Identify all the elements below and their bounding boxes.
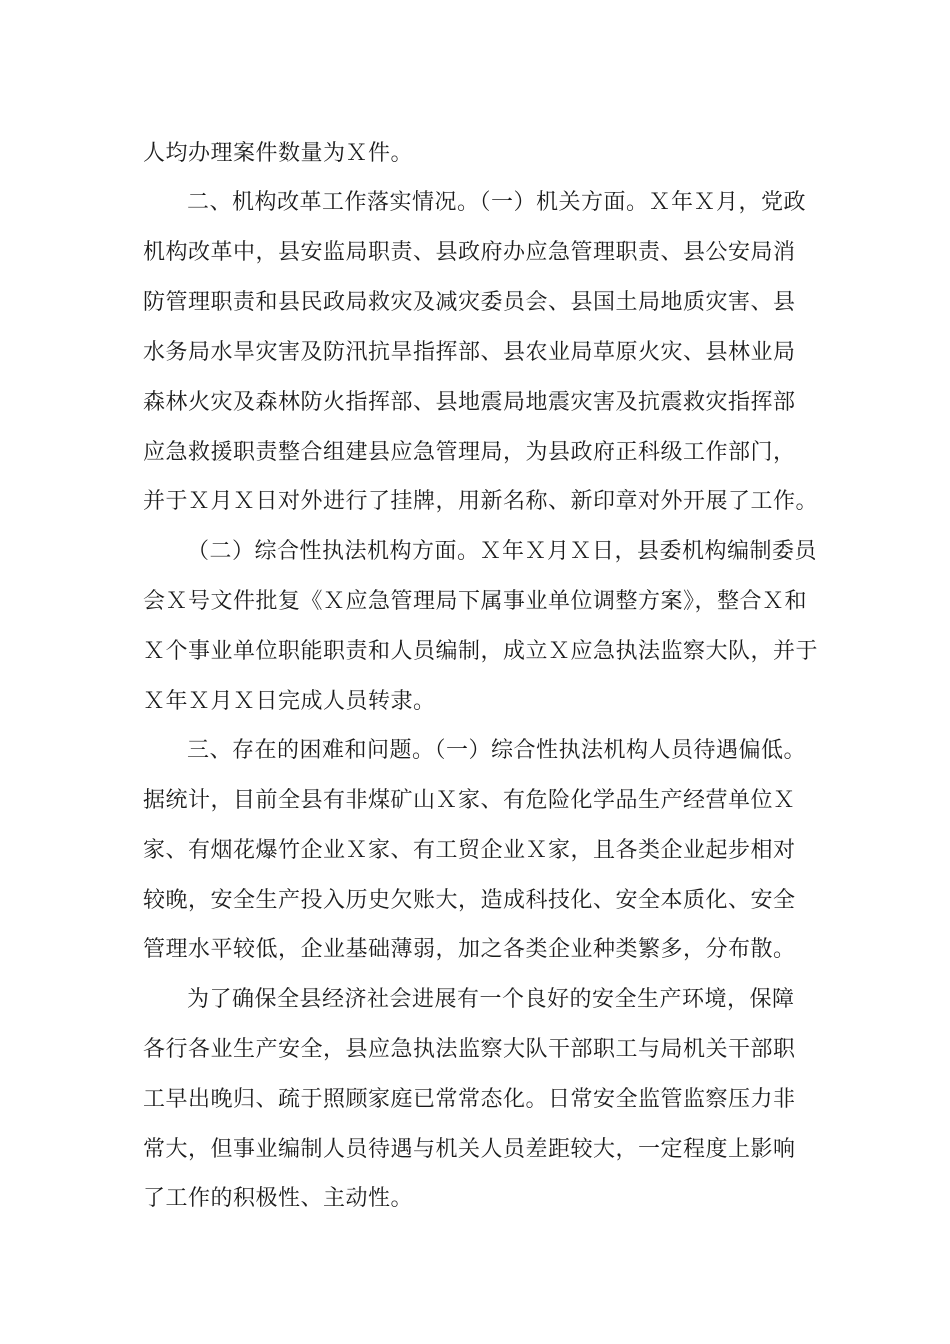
text-line: 为了确保全县经济社会进展有一个良好的安全生产环境，保障 bbox=[187, 987, 795, 1012]
text-line: Ｘ个事业单位职能职责和人员编制，成立Ｘ应急执法监察大队，并于 bbox=[143, 639, 819, 664]
text-line: 应急救援职责整合组建县应急管理局，为县政府正科级工作部门， bbox=[143, 440, 796, 465]
text-line: 机构改革中，县安监局职责、县政府办应急管理职责、县公安局消 bbox=[143, 240, 796, 265]
text-line: 人均办理案件数量为Ｘ件。 bbox=[143, 141, 414, 166]
text-line: 二、机构改革工作落实情况。（一）机关方面。Ｘ年Ｘ月，党政 bbox=[187, 190, 807, 215]
text-line: （二）综合性执法机构方面。Ｘ年Ｘ月Ｘ日，县委机构编制委员 bbox=[187, 539, 818, 564]
text-line: 据统计，目前全县有非煤矿山Ｘ家、有危险化学品生产经营单位Ｘ bbox=[143, 788, 796, 813]
text-line: 三、存在的困难和问题。（一）综合性执法机构人员待遇偏低。 bbox=[187, 738, 807, 763]
text-line: 会Ｘ号文件批复《Ｘ应急管理局下属事业单位调整方案》，整合Ｘ和 bbox=[143, 589, 808, 614]
text-line: 森林火灾及森林防火指挥部、县地震局地震灾害及抗震救灾指挥部 bbox=[143, 390, 796, 415]
text-line: Ｘ年Ｘ月Ｘ日完成人员转隶。 bbox=[143, 689, 436, 714]
text-line: 管理水平较低，企业基础薄弱，加之各类企业种类繁多，分布散。 bbox=[143, 937, 796, 962]
text-line: 并于Ｘ月Ｘ日对外进行了挂牌，用新名称、新印章对外开展了工作。 bbox=[143, 489, 819, 514]
text-line: 防管理职责和县民政局救灾及减灾委员会、县国土局地质灾害、县 bbox=[143, 290, 796, 315]
text-line: 工早出晚归、疏于照顾家庭已常常态化。日常安全监管监察压力非 bbox=[143, 1087, 796, 1112]
text-line: 各行各业生产安全，县应急执法监察大队干部职工与局机关干部职 bbox=[143, 1037, 796, 1062]
text-line: 家、有烟花爆竹企业Ｘ家、有工贸企业Ｘ家，且各类企业起步相对 bbox=[143, 838, 796, 863]
text-line: 水务局水旱灾害及防汛抗旱指挥部、县农业局草原火灾、县林业局 bbox=[143, 340, 796, 365]
text-line: 较晚，安全生产投入历史欠账大，造成科技化、安全本质化、安全 bbox=[143, 888, 796, 913]
text-line: 常大，但事业编制人员待遇与机关人员差距较大，一定程度上影响 bbox=[143, 1137, 796, 1162]
text-line: 了工作的积极性、主动性。 bbox=[143, 1186, 414, 1211]
